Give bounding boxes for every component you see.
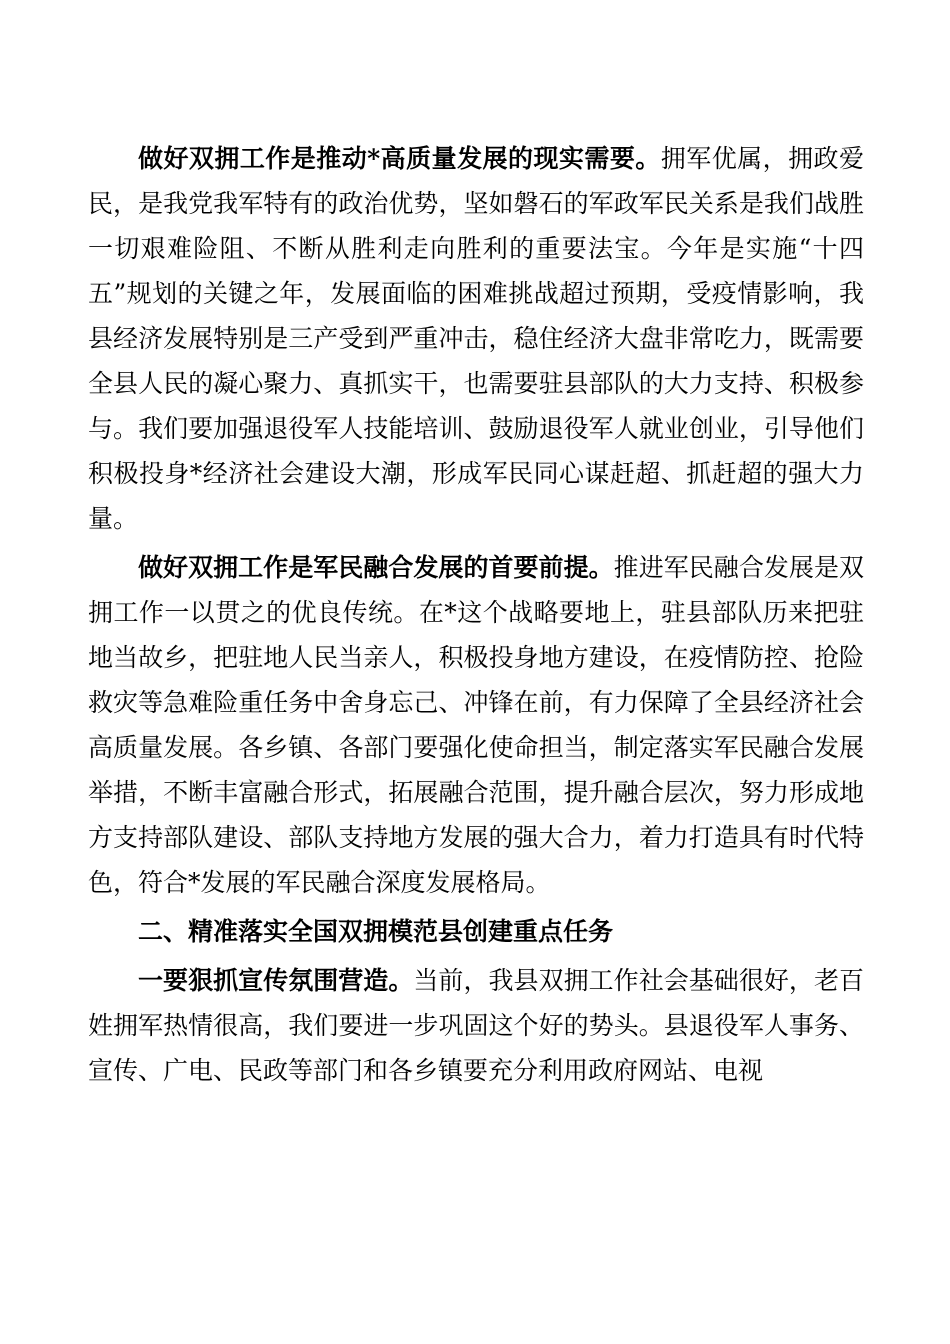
paragraph-1 xyxy=(88,136,864,541)
paragraph-3-lead: 一要狠抓宣传氛围营造。 xyxy=(138,966,414,995)
document-page xyxy=(88,136,864,1097)
paragraph-3-body: 当前，我县双拥工作社会基础很好，老百姓拥军热情很高，我们要进一步巩固这个好的势头。县退役军人事务、宣传、广电、民政等部门和各乡镇要充分利用政府网站、电视 xyxy=(88,966,864,1085)
paragraph-2-body: 推进军民融合发展是双拥工作一以贯之的优良传统。在*这个战略要地上，驻县部队历来把驻地当故乡，把驻地人民当亲人，积极投身地方建设，在疫情防控、抢险救灾等急难险重任务中舍身忘己、冲锋在前，有力保障了全县经济社会高质量发展。各乡镇、各部门要强化使命担当，制定落实军民融合发展举措，不断丰富融合形式，拓展融合范围，提升融合层次，努力形成地方支持部队建设、部队支持地方发展的强大合力，着力打造具有时代特色，符合*发展的军民融合深度发展格局。 xyxy=(88,553,864,897)
paragraph-2 xyxy=(88,545,864,905)
paragraph-3 xyxy=(88,958,864,1093)
paragraph-1-lead: 做好双拥工作是推动*高质量发展的现实需要。 xyxy=(138,144,661,173)
paragraph-2-lead: 做好双拥工作是军民融合发展的首要前提。 xyxy=(138,553,614,582)
section-heading: 二、精准落实全国双拥模范县创建重点任务 xyxy=(138,917,614,946)
paragraph-1-body: 拥军优属，拥政爱民，是我党我军特有的政治优势，坚如磐石的军政军民关系是我们战胜一切艰难险阻、不断从胜利走向胜利的重要法宝。今年是实施“十四五”规划的关键之年，发展面临的困难挑战超过预期，受疫情影响，我县经济发展特别是三产受到严重冲击，稳住经济大盘非常吃力，既需要全县人民的凝心聚力、真抓实干，也需要驻县部队的大力支持、积极参与。我们要加强退役军人技能培训、鼓励退役军人就业创业，引导他们积极投身*经济社会建设大潮，形成军民同心谋赶超、抓赶超的强大力量。 xyxy=(88,144,864,533)
